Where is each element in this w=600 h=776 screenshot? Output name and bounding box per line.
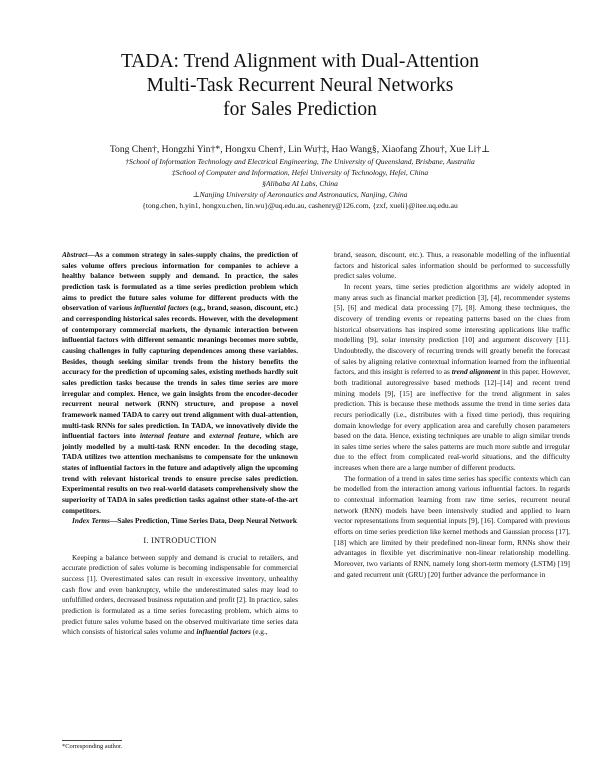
intro-p1-text: Keeping a balance between supply and demand is crucial to retailers, and accurate prediction of sales volume is becoming indispensable for commercial success [1]. Overestimated sales can result in excessive inventory, unhealthy cash flow and even bankruptcy, while the underestimated sales may lead to unfulfilled orders, decreased business reputation and profit [2]. In practice, sales prediction is formulated as a time series forecasting problem, which aims to predict future sales volume based on the observed multivariate time series data which consists of historical sales volume and	[62, 552, 298, 637]
intro-p1-emph: influential factors	[196, 627, 251, 637]
author-emails: {tong.chen, h.yin1, hongxu.chen, lin.wu}@uq.edu.au, cashenry@126.com, {zxf, xueli}@itee.uq.edu.au	[142, 201, 458, 210]
abstract-text-4: , which are jointly modelled by a multi-task RNN encoder. In the decoding stage, TADA utilizes two attention mechanisms to compensate for the unknown states of influential factors in the future and adaptively align the upcoming trend with relevant historical trends to ensure precise sales prediction. Experimental results on two real-world datasets comprehensively show the superiority of TADA in sales prediction tasks against other state-of-the-art competitors.	[62, 431, 298, 515]
index-terms	[62, 516, 298, 527]
intro-paragraph-1-continued: brand, season, discount, etc.). Thus, a reasonable modelling of the influential factors and historical sales information should be performed to successfully predict sales volume.	[334, 250, 570, 281]
abstract-emph-internal: internal feature	[139, 431, 190, 441]
abstract-emph-influential: influential factors	[133, 303, 189, 313]
abstract-text-1: —As a common strategy in sales-supply chains, the prediction of sales volume offers precious information for companies to achieve a healthy balance between supply and demand. In practice, the sales prediction task is formulated as a time series prediction problem which aims to predict the future sales volume for different products with the observation of various	[62, 250, 298, 313]
intro-paragraph-3: The formation of a trend in sales time series has specific contexts which can be modelled from the interaction among various influential factors. In regards to contextual information learning from raw time series, recurrent neural network (RNN) models have been intensively studied and applied to learn vector representations from sequential inputs [9], [16]. Compared with previous efforts on time series prediction like kernel methods and Gaussian process [17], [18] which are limited by their predefined non-linear form, RNNs show their advantages in flexible yet discriminative non-linear relationship modelling. Moreover, two variants of RNN, namely long short-term memory (LSTM) [19] and gated recurrent unit (GRU) [20] further advance the performance in	[334, 473, 570, 579]
affiliation-alibaba: §Alibaba AI Labs, China	[262, 179, 338, 188]
title-line-2: Multi-Task Recurrent Neural Networks	[146, 75, 454, 96]
footnote-rule	[62, 740, 122, 741]
abstract-text-2: (e.g., brand, season, discount, etc.) and corresponding historical sales records. However, with the development of contemporary commercial markets, the dynamic interaction between influential factors with different semantic meanings becomes more subtle, causing challenges in fully capturing dependences among these variables. Besides, though seeking similar trends from the history benefits the accuracy for the prediction of upcoming sales, existing methods hardly suit sales prediction tasks because the trends in sales time series are more irregular and complex. Hence, we gain insights from the encoder-decoder recurrent neural network (RNN) structure, and propose a novel framework named TADA to carry out trend alignment with dual-attention, multi-task RNNs for sales prediction. In TADA, we innovatively divide the influential factors into	[62, 303, 299, 441]
footnote: *Corresponding author.	[62, 743, 123, 750]
paper-title	[40, 50, 560, 122]
index-terms-text: —Sales Prediction, Time Series Data, Deep Neural Network	[109, 516, 297, 526]
left-column	[62, 250, 298, 638]
abstract	[62, 250, 298, 516]
intro-p2-text: In recent years, time series prediction algorithms are widely adopted in many areas such as financial market prediction [3], [4], recommender systems [5], [6] and medical data processing [7], [8]. Among these techniques, the discovery of trending events or repeating patterns based on the clues from historical observations has inspired some interesting applications like traffic modelling [9], solar intensity prediction [10] and argument discovery [11]. Undoubtedly, the discovery of recurring trends will greatly benefit the forecast of sales by aligning relative contextual information learned from the influential factors, and this insight is referred to as	[334, 281, 570, 377]
affiliation-nanjing: ⊥Nanjing University of Aeronautics and Astronautics, Nanjing, China	[192, 190, 408, 199]
intro-paragraph-1: Keeping a balance between supply and demand is crucial to retailers, and accurate prediction of sales volume is becoming indispensable for commercial success [1]. Overestimated sales can result in excessive inventory, unhealthy cash flow and even bankruptcy, while the underestimated sales may lead to unfulfilled orders, decreased business reputation and profit [2]. In practice, sales prediction is formulated as a time series forecasting problem, which aims to predict future sales volume based on the observed multivariate time series data which consists of historical sales volume and influential factors (e.g.,	[62, 552, 298, 637]
affiliation-uq: †School of Information Technology and Electrical Engineering, The University of Queensland, Brisbane, Australia	[125, 157, 475, 166]
abstract-lead: Abstract	[62, 250, 88, 259]
title-line-3: for Sales Prediction	[223, 99, 377, 120]
title-line-1: TADA: Trend Alignment with Dual-Attention	[120, 51, 480, 72]
affiliation-hefei: ‡School of Computer and Information, Hefei University of Technology, Hefei, China	[171, 168, 429, 177]
right-column	[334, 250, 570, 580]
abstract-emph-external: external feature	[209, 431, 260, 441]
index-terms-lead: Index Terms	[72, 516, 110, 526]
author-list: Tong Chen†, Hongzhi Yin†*, Hongxu Chen†, Lin Wu†‡, Hao Wang§, Xiaofang Zhou†, Xue Li†⊥	[109, 144, 491, 155]
intro-p2-text-2: in this paper. However, both traditional autoregressive based methods [12]–[14] and recent trend mining models [9], [15] are ineffective for the trend alignment in sales prediction. This is because these methods assume the trend in time series data recurs periodically (i.e., distributes with a fixed time period), thus requiring domain knowledge for every application area and carefully chosen parameters based on the data. Hence, existing techniques are unable to align similar trends in sales time series where the sales patterns are much more subtle and irregular due to the effect from complicated real-world situations, and the difficulty increases when there are a large number of different products.	[334, 367, 570, 473]
intro-p2-emph: trend alignment	[451, 367, 501, 377]
intro-paragraph-2	[334, 282, 570, 474]
abstract-text-3: and	[189, 431, 210, 441]
section-heading-introduction: I. INTRODUCTION	[143, 536, 217, 546]
